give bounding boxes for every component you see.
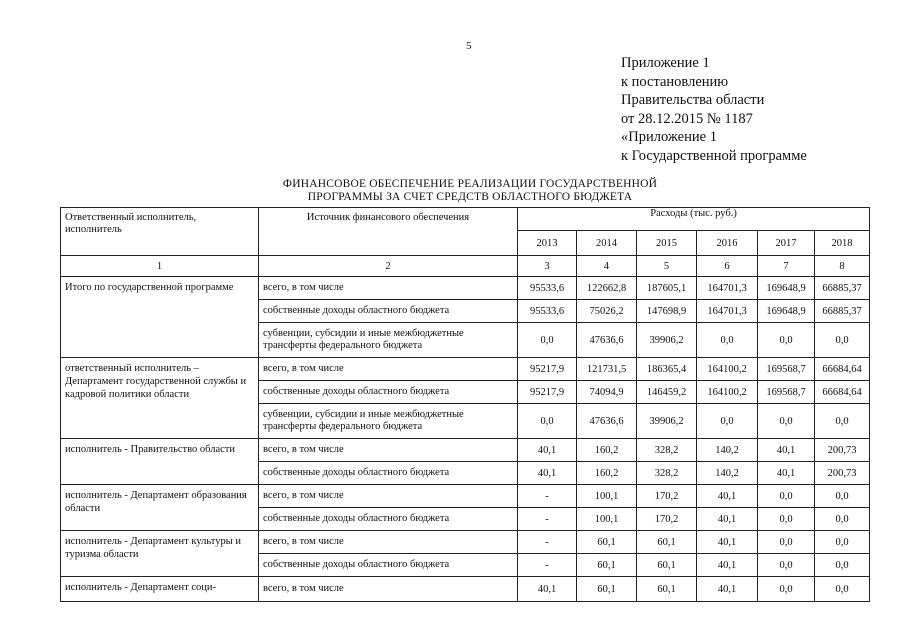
- value-cell: 0,0: [758, 508, 815, 531]
- value-cell: 40,1: [518, 577, 577, 602]
- value-cell: 121731,5: [577, 358, 637, 381]
- column-index: 4: [577, 256, 637, 277]
- value-cell: 0,0: [758, 531, 815, 554]
- value-cell: 169648,9: [758, 277, 815, 300]
- table-row: [61, 577, 870, 602]
- column-index: 5: [637, 256, 697, 277]
- value-cell: 146459,2: [637, 381, 697, 404]
- value-cell: 164701,3: [697, 277, 758, 300]
- source-cell: всего, в том числе: [259, 439, 518, 462]
- value-cell: 0,0: [758, 554, 815, 577]
- value-cell: 95533,6: [518, 300, 577, 323]
- value-cell: 47636,6: [577, 404, 637, 439]
- executor-cell: ответственный исполнитель – Департамент государственной службы и кадровой политики области: [61, 358, 259, 439]
- value-cell: 147698,9: [637, 300, 697, 323]
- value-cell: 164100,2: [697, 381, 758, 404]
- header-year: 2015: [637, 231, 697, 256]
- value-cell: 60,1: [577, 577, 637, 602]
- value-cell: 66684,64: [815, 381, 870, 404]
- header-year: 2018: [815, 231, 870, 256]
- value-cell: -: [518, 554, 577, 577]
- header-source: Источник финансового обеспечения: [259, 208, 518, 256]
- table-row: [61, 277, 870, 300]
- value-cell: 40,1: [697, 485, 758, 508]
- value-cell: 140,2: [697, 462, 758, 485]
- source-cell: всего, в том числе: [259, 531, 518, 554]
- value-cell: -: [518, 485, 577, 508]
- header-expenses: Расходы (тыс. руб.): [518, 208, 870, 231]
- value-cell: 40,1: [697, 531, 758, 554]
- column-index: 6: [697, 256, 758, 277]
- value-cell: 140,2: [697, 439, 758, 462]
- value-cell: 0,0: [815, 577, 870, 602]
- source-cell: собственные доходы областного бюджета: [259, 300, 518, 323]
- source-cell: собственные доходы областного бюджета: [259, 462, 518, 485]
- value-cell: 60,1: [637, 577, 697, 602]
- financing-table: [60, 207, 870, 602]
- value-cell: 0,0: [758, 485, 815, 508]
- value-cell: 95217,9: [518, 381, 577, 404]
- header-year: 2016: [697, 231, 758, 256]
- value-cell: 47636,6: [577, 323, 637, 358]
- appendix-block: [621, 54, 807, 165]
- value-cell: 0,0: [518, 323, 577, 358]
- source-cell: всего, в том числе: [259, 485, 518, 508]
- value-cell: -: [518, 508, 577, 531]
- value-cell: 60,1: [577, 531, 637, 554]
- value-cell: 66885,37: [815, 277, 870, 300]
- value-cell: 40,1: [758, 462, 815, 485]
- source-cell: субвенции, субсидии и иные межбюджетные трансферты федерального бюджета: [259, 404, 518, 439]
- header-year: 2017: [758, 231, 815, 256]
- table-row: [61, 439, 870, 462]
- appendix-line: от 28.12.2015 № 1187: [621, 110, 753, 127]
- executor-cell: Итого по государственной программе: [61, 277, 259, 358]
- table-row: [61, 485, 870, 508]
- value-cell: 40,1: [518, 462, 577, 485]
- value-cell: 0,0: [815, 531, 870, 554]
- value-cell: 0,0: [815, 485, 870, 508]
- value-cell: 170,2: [637, 508, 697, 531]
- value-cell: 186365,4: [637, 358, 697, 381]
- appendix-line: к постановлению: [621, 73, 729, 90]
- source-cell: собственные доходы областного бюджета: [259, 381, 518, 404]
- value-cell: 0,0: [697, 323, 758, 358]
- executor-cell: исполнитель - Департамент образования области: [61, 485, 259, 531]
- value-cell: 0,0: [758, 323, 815, 358]
- value-cell: 100,1: [577, 508, 637, 531]
- appendix-line: «Приложение 1: [621, 129, 717, 145]
- source-cell: собственные доходы областного бюджета: [259, 554, 518, 577]
- document-title: [250, 178, 690, 204]
- value-cell: 60,1: [637, 531, 697, 554]
- value-cell: 328,2: [637, 439, 697, 462]
- value-cell: 0,0: [758, 404, 815, 439]
- column-index: 7: [758, 256, 815, 277]
- value-cell: 160,2: [577, 462, 637, 485]
- value-cell: 164701,3: [697, 300, 758, 323]
- appendix-line: Правительства области: [621, 92, 765, 108]
- title-line: ФИНАНСОВОЕ ОБЕСПЕЧЕНИЕ РЕАЛИЗАЦИИ ГОСУДАРСТВЕННОЙ: [282, 178, 658, 190]
- value-cell: 187605,1: [637, 277, 697, 300]
- value-cell: 0,0: [518, 404, 577, 439]
- value-cell: 122662,8: [577, 277, 637, 300]
- value-cell: 200,73: [815, 462, 870, 485]
- value-cell: 0,0: [697, 404, 758, 439]
- executor-cell: исполнитель - Департамент соци-: [61, 577, 259, 602]
- value-cell: 66885,37: [815, 300, 870, 323]
- value-cell: 170,2: [637, 485, 697, 508]
- value-cell: 75026,2: [577, 300, 637, 323]
- value-cell: 0,0: [758, 577, 815, 602]
- source-cell: собственные доходы областного бюджета: [259, 508, 518, 531]
- header-year: 2013: [518, 231, 577, 256]
- value-cell: 0,0: [815, 323, 870, 358]
- table-row: [61, 358, 870, 381]
- value-cell: 39906,2: [637, 323, 697, 358]
- value-cell: 200,73: [815, 439, 870, 462]
- source-cell: всего, в том числе: [259, 577, 518, 602]
- executor-cell: исполнитель - Департамент культуры и туризма области: [61, 531, 259, 577]
- value-cell: 100,1: [577, 485, 637, 508]
- title-line: ПРОГРАММЫ ЗА СЧЕТ СРЕДСТВ ОБЛАСТНОГО БЮДЖЕТА: [307, 191, 633, 203]
- value-cell: 40,1: [697, 554, 758, 577]
- column-index: 1: [61, 256, 259, 277]
- header-year: 2014: [577, 231, 637, 256]
- value-cell: 40,1: [697, 577, 758, 602]
- value-cell: 0,0: [815, 404, 870, 439]
- table-row: [61, 531, 870, 554]
- value-cell: 164100,2: [697, 358, 758, 381]
- page-number: 5: [466, 40, 472, 52]
- value-cell: 328,2: [637, 462, 697, 485]
- value-cell: 40,1: [518, 439, 577, 462]
- value-cell: 60,1: [577, 554, 637, 577]
- source-cell: всего, в том числе: [259, 277, 518, 300]
- value-cell: 169568,7: [758, 358, 815, 381]
- header-executor: Ответственный исполнитель, исполнитель: [61, 208, 259, 256]
- value-cell: 169648,9: [758, 300, 815, 323]
- appendix-line: Приложение 1: [621, 55, 710, 71]
- value-cell: 169568,7: [758, 381, 815, 404]
- value-cell: 40,1: [697, 508, 758, 531]
- value-cell: 39906,2: [637, 404, 697, 439]
- value-cell: 0,0: [815, 554, 870, 577]
- column-index: 3: [518, 256, 577, 277]
- value-cell: 95533,6: [518, 277, 577, 300]
- value-cell: 160,2: [577, 439, 637, 462]
- source-cell: субвенции, субсидии и иные межбюджетные трансферты федерального бюджета: [259, 323, 518, 358]
- appendix-line: к Государственной программе: [621, 147, 807, 164]
- executor-cell: исполнитель - Правительство области: [61, 439, 259, 485]
- value-cell: 74094,9: [577, 381, 637, 404]
- value-cell: -: [518, 531, 577, 554]
- value-cell: 60,1: [637, 554, 697, 577]
- value-cell: 95217,9: [518, 358, 577, 381]
- source-cell: всего, в том числе: [259, 358, 518, 381]
- column-index: 2: [259, 256, 518, 277]
- column-index: 8: [815, 256, 870, 277]
- table-body: [61, 277, 870, 602]
- value-cell: 40,1: [758, 439, 815, 462]
- value-cell: 0,0: [815, 508, 870, 531]
- value-cell: 66684,64: [815, 358, 870, 381]
